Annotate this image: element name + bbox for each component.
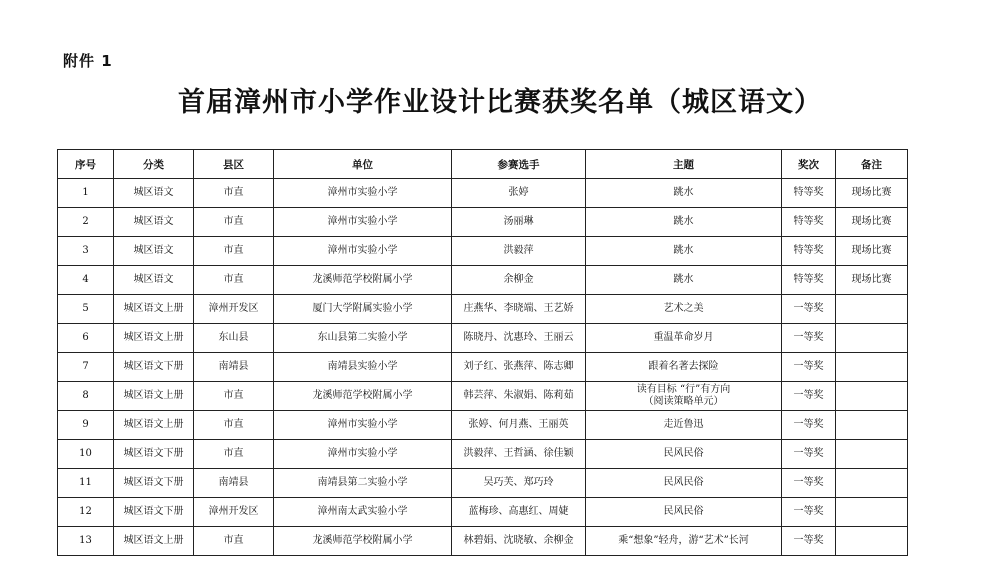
school-cell: 东山县第二实验小学	[274, 324, 452, 353]
school-cell: 漳州南太武实验小学	[274, 498, 452, 527]
school-cell: 漳州市实验小学	[274, 237, 452, 266]
index-cell: 3	[58, 237, 114, 266]
remark-cell	[836, 411, 908, 440]
category-cell: 城区语文下册	[114, 498, 194, 527]
district-cell: 市直	[194, 382, 274, 411]
table-row	[58, 498, 908, 527]
index-cell: 7	[58, 353, 114, 382]
category-cell: 城区语文上册	[114, 295, 194, 324]
table-row	[58, 295, 908, 324]
category-cell: 城区语文上册	[114, 324, 194, 353]
remark-cell	[836, 527, 908, 556]
district-cell: 市直	[194, 527, 274, 556]
contestants-cell: 庄燕华、李晓端、王艺娇	[452, 295, 586, 324]
index-cell: 8	[58, 382, 114, 411]
award-cell: 一等奖	[782, 382, 836, 411]
topic-cell: 艺术之美	[586, 295, 782, 324]
table-row	[58, 179, 908, 208]
school-cell: 漳州市实验小学	[274, 208, 452, 237]
category-cell: 城区语文上册	[114, 411, 194, 440]
table-row	[58, 440, 908, 469]
header-remark: 备注	[836, 150, 908, 179]
district-cell: 市直	[194, 208, 274, 237]
remark-cell	[836, 382, 908, 411]
category-cell: 城区语文下册	[114, 469, 194, 498]
header-contestants: 参赛选手	[452, 150, 586, 179]
index-cell: 10	[58, 440, 114, 469]
district-cell: 市直	[194, 266, 274, 295]
topic-cell: 乘“想象”轻舟，游“艺术”长河	[586, 527, 782, 556]
contestants-cell: 韩芸萍、朱淑娟、陈莉茹	[452, 382, 586, 411]
topic-cell: 重温革命岁月	[586, 324, 782, 353]
contestants-cell: 吴巧芙、郑巧玲	[452, 469, 586, 498]
table-row	[58, 527, 908, 556]
topic-cell: 民风民俗	[586, 498, 782, 527]
index-cell: 2	[58, 208, 114, 237]
index-cell: 11	[58, 469, 114, 498]
table-header-row	[58, 150, 908, 179]
award-cell: 一等奖	[782, 411, 836, 440]
school-cell: 龙溪师范学校附属小学	[274, 527, 452, 556]
remark-cell: 现场比赛	[836, 237, 908, 266]
remark-cell: 现场比赛	[836, 208, 908, 237]
award-cell: 特等奖	[782, 266, 836, 295]
index-cell: 4	[58, 266, 114, 295]
header-district: 县区	[194, 150, 274, 179]
table-row	[58, 469, 908, 498]
category-cell: 城区语文下册	[114, 353, 194, 382]
index-cell: 12	[58, 498, 114, 527]
remark-cell	[836, 353, 908, 382]
table-row	[58, 382, 908, 411]
district-cell: 南靖县	[194, 353, 274, 382]
contestants-cell: 洪毅萍、王哲涵、徐佳颖	[452, 440, 586, 469]
district-cell: 市直	[194, 440, 274, 469]
header-topic: 主题	[586, 150, 782, 179]
topic-cell: 跳水	[586, 179, 782, 208]
remark-cell	[836, 498, 908, 527]
table-row	[58, 266, 908, 295]
remark-cell: 现场比赛	[836, 179, 908, 208]
award-table	[57, 149, 908, 556]
category-cell: 城区语文	[114, 208, 194, 237]
contestants-cell: 洪毅萍	[452, 237, 586, 266]
remark-cell	[836, 295, 908, 324]
header-school: 单位	[274, 150, 452, 179]
table-body	[58, 179, 908, 556]
category-cell: 城区语文	[114, 179, 194, 208]
index-cell: 5	[58, 295, 114, 324]
district-cell: 漳州开发区	[194, 295, 274, 324]
award-cell: 一等奖	[782, 469, 836, 498]
topic-cell: 民风民俗	[586, 469, 782, 498]
school-cell: 南靖县第二实验小学	[274, 469, 452, 498]
school-cell: 漳州市实验小学	[274, 411, 452, 440]
table-row	[58, 353, 908, 382]
award-cell: 一等奖	[782, 353, 836, 382]
contestants-cell: 张婷、何月燕、王丽英	[452, 411, 586, 440]
award-cell: 特等奖	[782, 237, 836, 266]
table-row	[58, 208, 908, 237]
topic-cell: 民风民俗	[586, 440, 782, 469]
district-cell: 漳州开发区	[194, 498, 274, 527]
table-row	[58, 411, 908, 440]
contestants-cell: 汤丽琳	[452, 208, 586, 237]
index-cell: 6	[58, 324, 114, 353]
contestants-cell: 余柳金	[452, 266, 586, 295]
contestants-cell: 刘子红、张燕萍、陈志卿	[452, 353, 586, 382]
index-cell: 13	[58, 527, 114, 556]
contestants-cell: 陈晓丹、沈惠玲、王丽云	[452, 324, 586, 353]
header-award: 奖次	[782, 150, 836, 179]
award-cell: 一等奖	[782, 527, 836, 556]
district-cell: 市直	[194, 179, 274, 208]
award-cell: 一等奖	[782, 440, 836, 469]
attachment-label: 附件 1	[63, 52, 113, 70]
school-cell: 厦门大学附属实验小学	[274, 295, 452, 324]
index-cell: 9	[58, 411, 114, 440]
table-row	[58, 324, 908, 353]
school-cell: 龙溪师范学校附属小学	[274, 382, 452, 411]
district-cell: 南靖县	[194, 469, 274, 498]
topic-cell: 跟着名著去探险	[586, 353, 782, 382]
document-title: 首届漳州市小学作业设计比赛获奖名单（城区语文）	[178, 87, 822, 118]
award-cell: 特等奖	[782, 179, 836, 208]
school-cell: 龙溪师范学校附属小学	[274, 266, 452, 295]
topic-cell: 读有目标 “行”有方向 （阅读策略单元）	[586, 382, 782, 411]
category-cell: 城区语文	[114, 237, 194, 266]
topic-cell: 走近鲁迅	[586, 411, 782, 440]
district-cell: 东山县	[194, 324, 274, 353]
topic-cell: 跳水	[586, 208, 782, 237]
award-cell: 特等奖	[782, 208, 836, 237]
category-cell: 城区语文上册	[114, 382, 194, 411]
category-cell: 城区语文	[114, 266, 194, 295]
table-row	[58, 237, 908, 266]
contestants-cell: 蓝梅珍、高惠红、周婕	[452, 498, 586, 527]
remark-cell	[836, 440, 908, 469]
district-cell: 市直	[194, 237, 274, 266]
category-cell: 城区语文下册	[114, 440, 194, 469]
school-cell: 漳州市实验小学	[274, 179, 452, 208]
index-cell: 1	[58, 179, 114, 208]
topic-cell: 跳水	[586, 237, 782, 266]
contestants-cell: 张婷	[452, 179, 586, 208]
award-cell: 一等奖	[782, 498, 836, 527]
header-category: 分类	[114, 150, 194, 179]
school-cell: 南靖县实验小学	[274, 353, 452, 382]
header-index: 序号	[58, 150, 114, 179]
remark-cell	[836, 324, 908, 353]
school-cell: 漳州市实验小学	[274, 440, 452, 469]
award-cell: 一等奖	[782, 324, 836, 353]
district-cell: 市直	[194, 411, 274, 440]
category-cell: 城区语文上册	[114, 527, 194, 556]
award-cell: 一等奖	[782, 295, 836, 324]
contestants-cell: 林碧娟、沈晓敏、余柳金	[452, 527, 586, 556]
topic-cell: 跳水	[586, 266, 782, 295]
remark-cell: 现场比赛	[836, 266, 908, 295]
remark-cell	[836, 469, 908, 498]
